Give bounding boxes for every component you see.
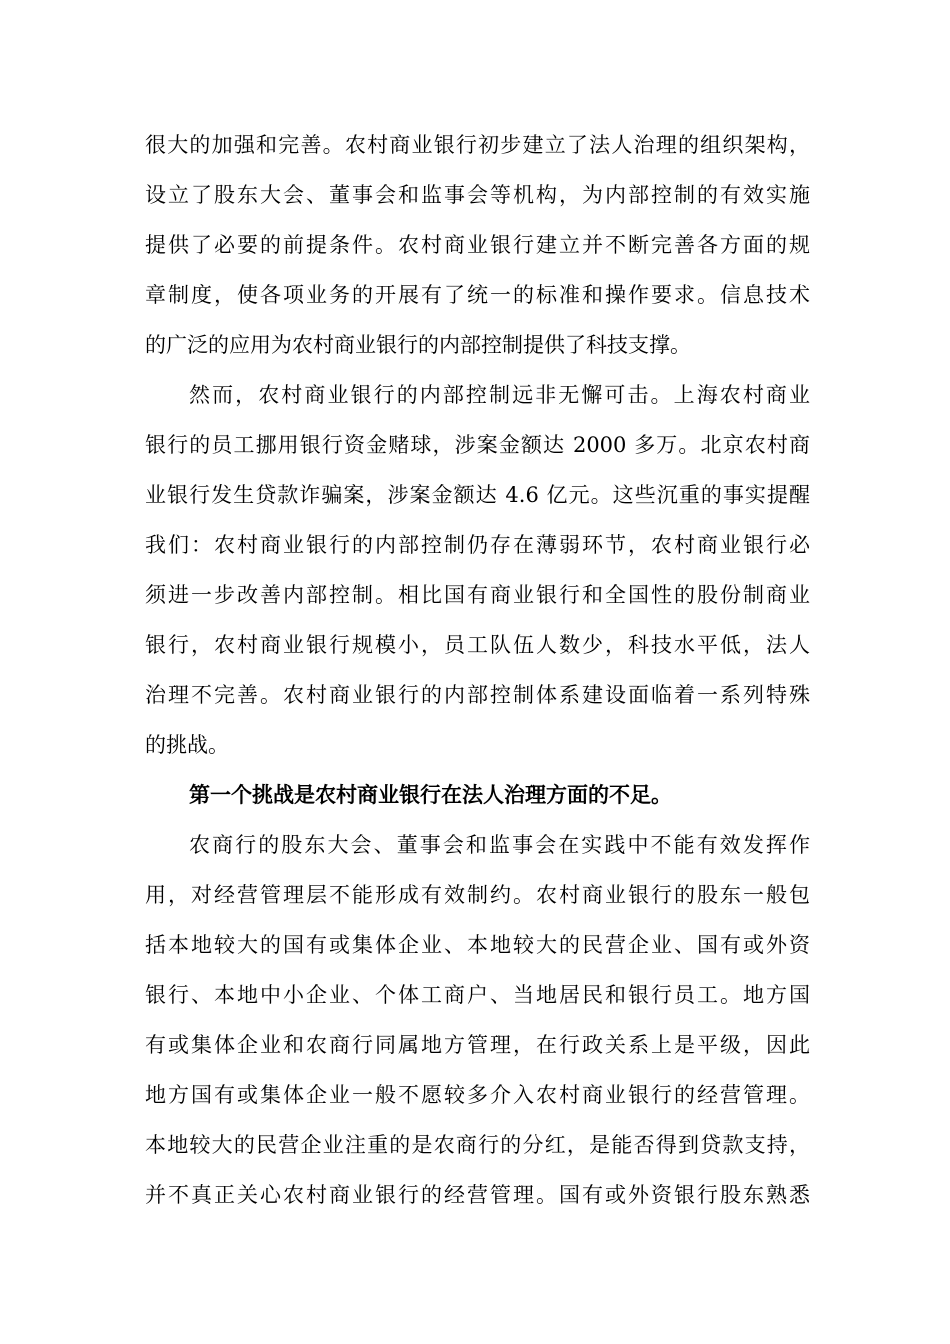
paragraph-4-line-5: 有或集体企业和农商行同属地方管理，在行政关系上是平级，因此	[145, 1033, 810, 1057]
paragraph-4-line-8: 并不真正关心农村商业银行的经营管理。国有或外资银行股东熟悉	[145, 1183, 810, 1207]
paragraph-2-line-4: 我们：农村商业银行的内部控制仍存在薄弱环节，农村商业银行必	[145, 533, 810, 557]
paragraph-3-line-1: 第一个挑战是农村商业银行在法人治理方面的不足。	[189, 782, 672, 807]
paragraph-2-line-5: 须进一步改善内部控制。相比国有商业银行和全国性的股份制商业	[145, 583, 810, 607]
paragraph-1-line-3: 提供了必要的前提条件。农村商业银行建立并不断完善各方面的规	[145, 233, 810, 257]
paragraph-2-line-2: 银行的员工挪用银行资金赌球，涉案金额达 2000 多万。北京农村商	[145, 433, 810, 457]
paragraph-2-line-1: 然而，农村商业银行的内部控制远非无懈可击。上海农村商业	[189, 383, 810, 407]
paragraph-4-line-6: 地方国有或集体企业一般不愿较多介入农村商业银行的经营管理。	[145, 1083, 810, 1107]
paragraph-1-line-5: 的广泛的应用为农村商业银行的内部控制提供了科技支撑。	[145, 333, 691, 357]
paragraph-1-line-4: 章制度，使各项业务的开展有了统一的标准和操作要求。信息技术	[145, 283, 810, 307]
paragraph-2-line-6: 银行，农村商业银行规模小，员工队伍人数少，科技水平低，法人	[145, 633, 810, 657]
paragraph-4-line-7: 本地较大的民营企业注重的是农商行的分红，是能否得到贷款支持，	[145, 1133, 810, 1157]
document-body	[145, 120, 810, 1220]
paragraph-2-line-8: 的挑战。	[145, 733, 229, 757]
paragraph-4-line-3: 括本地较大的国有或集体企业、本地较大的民营企业、国有或外资	[145, 933, 810, 957]
paragraph-4-line-4: 银行、本地中小企业、个体工商户、当地居民和银行员工。地方国	[145, 983, 810, 1007]
paragraph-2-line-3: 业银行发生贷款诈骗案，涉案金额达 4.6 亿元。这些沉重的事实提醒	[145, 483, 810, 507]
paragraph-4-line-2: 用，对经营管理层不能形成有效制约。农村商业银行的股东一般包	[145, 883, 810, 907]
paragraph-1-line-1: 很大的加强和完善。农村商业银行初步建立了法人治理的组织架构，	[145, 133, 810, 157]
paragraph-2-line-7: 治理不完善。农村商业银行的内部控制体系建设面临着一系列特殊	[145, 683, 810, 707]
paragraph-1-line-2: 设立了股东大会、董事会和监事会等机构，为内部控制的有效实施	[145, 183, 810, 207]
paragraph-4-line-1: 农商行的股东大会、董事会和监事会在实践中不能有效发挥作	[189, 833, 810, 857]
